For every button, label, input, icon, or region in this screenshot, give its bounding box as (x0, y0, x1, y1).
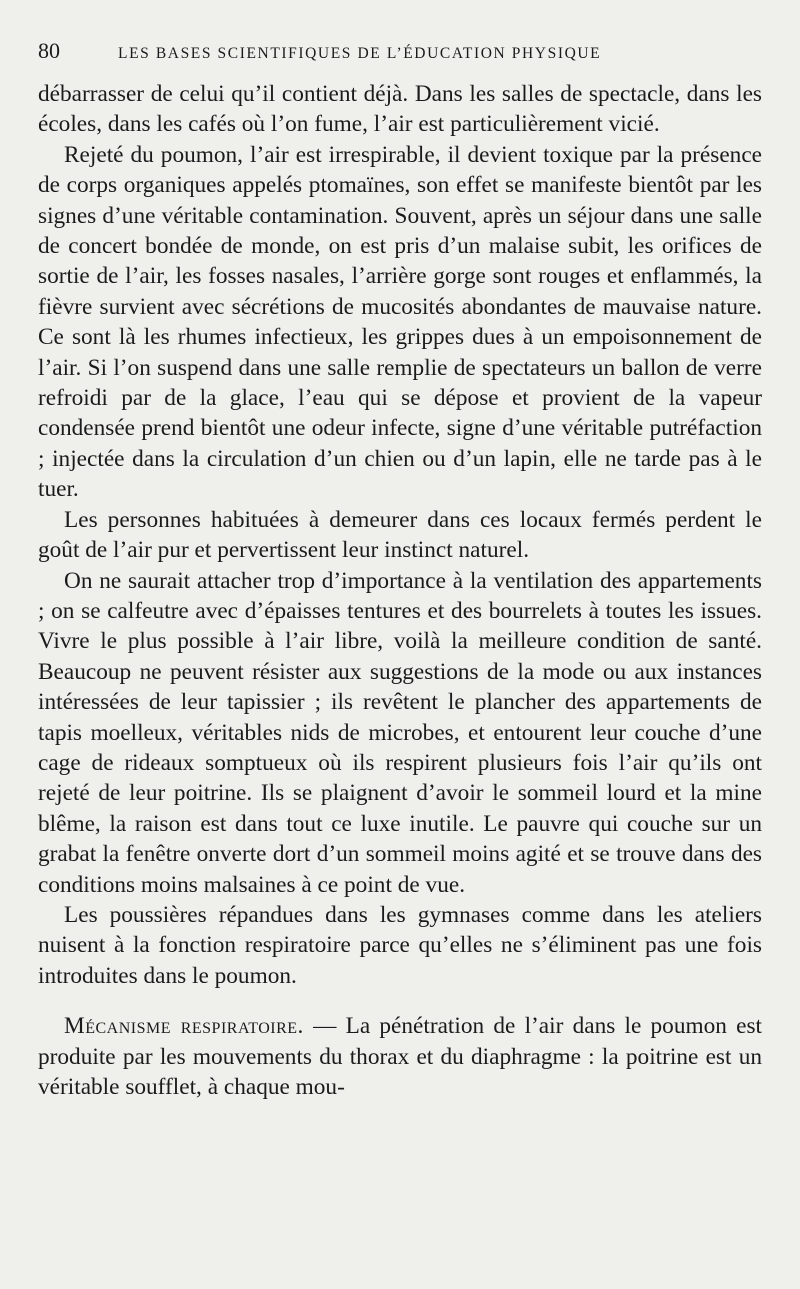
section-text: — La pénétration de l’air dans le poumon est produite par les mouvements du thorax et du diaphragme : la poitrine est un véritable soufflet, à chaque mou- (38, 1013, 762, 1100)
paragraph-locaux-fermes: Les personnes habituées à demeurer dans ces locaux fermés perdent le goût de l’air pur et pervertissent leur instinct naturel. (38, 506, 762, 564)
page-number: 80 (38, 38, 60, 63)
paragraph-poussieres: Les poussières répandues dans les gymnases comme dans les ateliers nuisent à la fonction respiratoire parce qu’elles ne s’éliminent pas une fois introduites dans le poumon. (38, 901, 762, 989)
paragraph-ventilation: On ne saurait attacher trop d’importance à la ventilation des appartements ; on se calfeutre avec d’épaisses tentures et des bourrelets à toutes les issues. Vivre le plus possible à l’air libre, voilà la meilleure condition de santé. Beaucoup ne peuvent résister aux suggestions de la mode ou aux instances intéressées de leur tapissier ; ils revêtent le plancher des appartements de tapis moelleux, véritables nids de microbes, et entourent leur couche d’une cage de rideaux somptueux où ils respirent plusieurs fois l’air qu’ils ont rejeté de leur poitrine. Ils se plaignent d’avoir le sommeil lourd et la mine blême, la raison est dans tout ce luxe inutile. Le pauvre qui couche sur un grabat la fenêtre onverte dort d’un sommeil moins agité et se trouve dans des conditions moins malsaines à ce point de vue. (38, 567, 762, 898)
page-body (38, 79, 762, 1102)
paragraph-air-toxique: Rejeté du poumon, l’air est irrespirable, il devient toxique par la présence de corps organiques appelés ptomaïnes, son effet se manifeste bientôt par les signes d’une véritable contamination. Souvent, après un séjour dans une salle de concert bondée de monde, on est pris d’un malaise subit, les orifices de sortie de l’air, les fosses nasales, l’arrière gorge sont rouges et enflammés, la fièvre survient avec sécrétions de mucosités abondantes de mauvaise nature. Ce sont là les rhumes infectieux, les grippes dues à un empoisonnement de l’air. Si l’on suspend dans une salle remplie de spectateurs un ballon de verre refroidi par de la glace, l’eau qui se dépose et provient de la vapeur condensée prend bientôt une odeur infecte, signe d’une véritable putréfaction ; injectée dans la circulation d’un chien ou d’un lapin, elle ne tarde pas à le tuer. (38, 141, 762, 503)
section-title: Mécanisme respiratoire. (64, 1013, 304, 1040)
section-paragraph (38, 1011, 762, 1102)
section-gap (38, 991, 762, 1011)
running-head: LES BASES SCIENTIFIQUES DE L’ÉDUCATION PHYSIQUE (118, 45, 602, 62)
page-header (38, 38, 760, 68)
paragraph-continuation: débarrasser de celui qu’il contient déjà. Dans les salles de spectacle, dans les écoles, dans les cafés où l’on fume, l’air est particulièrement vicié. (38, 81, 762, 138)
